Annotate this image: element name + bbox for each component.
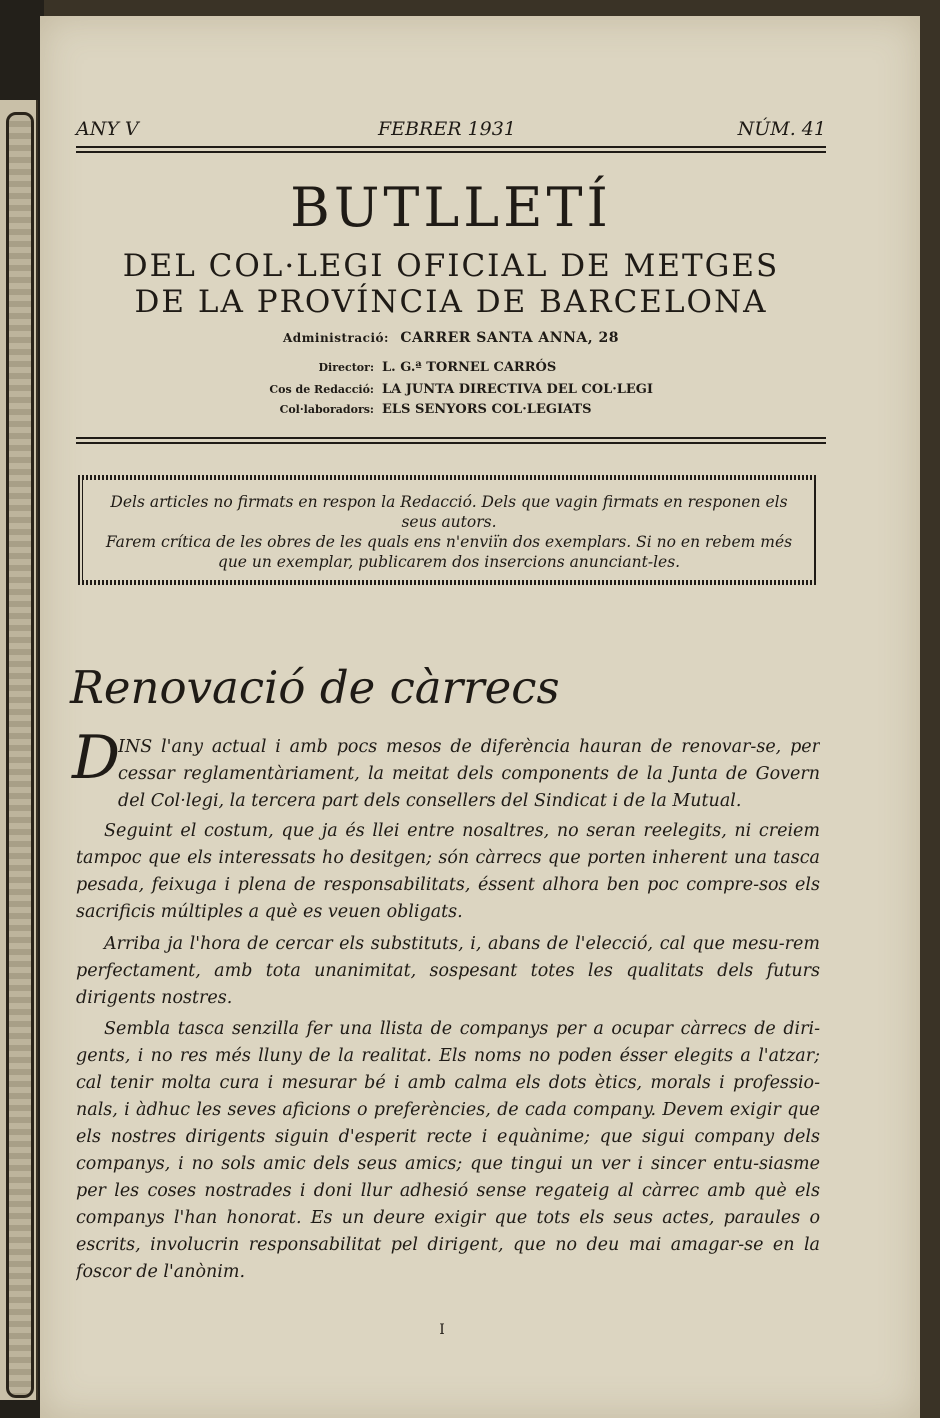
paragraph-2: Seguint el costum, que ja és llei entre nosaltres, no seran reelegits, ni creiem tampoc que els interessats ho desitgen; són càrrecs que porten inherent una tasca pesada, feixuga i plena de responsabilitats, éssent alhora ben poc compre-sos els sacrificis múltiples a què es veuen obligats. [76,821,820,922]
editorial-board-line [214,382,814,397]
header-rule-bottom [76,151,826,153]
paragraph-4: Sembla tasca senzilla fer una llista de companys per a ocupar càrrecs de diri-gents, i no res més lluny de la realitat. Els noms no poden ésser elegits a l'atzar; cal tenir molta cura i mesurar bé i amb calma els dots ètics, morals i professio-nals, i àdhuc les seves aficions o preferències, de cada company. Devem exigir que els nostres dirigents siguin d'esperit recte i equànime; que sigui company dels companys, i no sols amic dels seus amics; que tingui un ver i sincer entu-siasme per les coses nostrades i doni llur adhesió sense regateig al càrrec amb què els companys l'han honorat. Es un deure exigir que tots els seus actes, paraules o escrits, involucrin responsabilitat pel dirigent, que no deu mai amagar-se en la foscor de l'anònim. [76,1019,820,1282]
volume-year: ANY V [76,118,139,140]
masthead-subtitle-2: DE LA PROVÍNCIA DE BARCELONA [134,284,768,320]
director-name: L. G.ª TORNEL CARRÓS [382,360,557,375]
running-header [76,118,826,142]
drop-cap: D [72,723,121,793]
header-rule-top [76,146,826,148]
paragraph-1: INS l'any actual i amb pocs mesos de diferència hauran de renovar-se, per cessar reglamentàriament, la meitat dels components de la Junta de Govern del Col·legi, la tercera part dels consellers del Sindicat i de la Mutual. [118,737,820,811]
director-label: Director: [318,361,374,374]
cover-decoration [6,112,34,1398]
admin-label: Administració: [283,331,389,345]
article-title: Renovació de càrrecs [70,661,560,714]
notice-line-1: Dels articles no firmats en respon la Redacció. Dels que vagin firmats en responen els seus autors. [110,493,788,531]
collaborators: ELS SENYORS COL·LEGIATS [382,402,592,417]
editorial-notice-box [78,475,818,585]
masthead-subtitle-1: DEL COL·LEGI OFICIAL DE METGES [122,248,780,284]
director-line [214,360,814,375]
masthead-rule-top [76,437,826,439]
masthead-title: BUTLLETÍ [290,176,612,239]
editorial-label: Cos de Redacció: [269,383,374,396]
editorial-notice [91,492,807,572]
page-number: I [439,1322,445,1338]
masthead-rule-bottom [76,442,826,444]
issue-number: NÚM. 41 [737,118,826,140]
issue-date: FEBRER 1931 [378,118,516,140]
notice-line-2: Farem crítica de les obres de les quals ens n'enviïn dos exemplars. Si no en rebem més que un exemplar, publicarem dos insercions anunciant-les. [105,533,793,571]
administration-line [76,330,826,346]
editorial-board: LA JUNTA DIRECTIVA DEL COL·LEGI [382,382,653,397]
collaborators-line [214,402,814,417]
collaborators-label: Col·laboradors: [279,403,374,416]
admin-address: CARRER SANTA ANNA, 28 [400,330,619,346]
paragraph-3: Arriba ja l'hora de cercar els substituts, i, abans de l'elecció, cal que mesu-rem perfectament, amb tota unanimitat, sospesant totes les qualitats dels futurs dirigents nostres. [76,934,820,1008]
